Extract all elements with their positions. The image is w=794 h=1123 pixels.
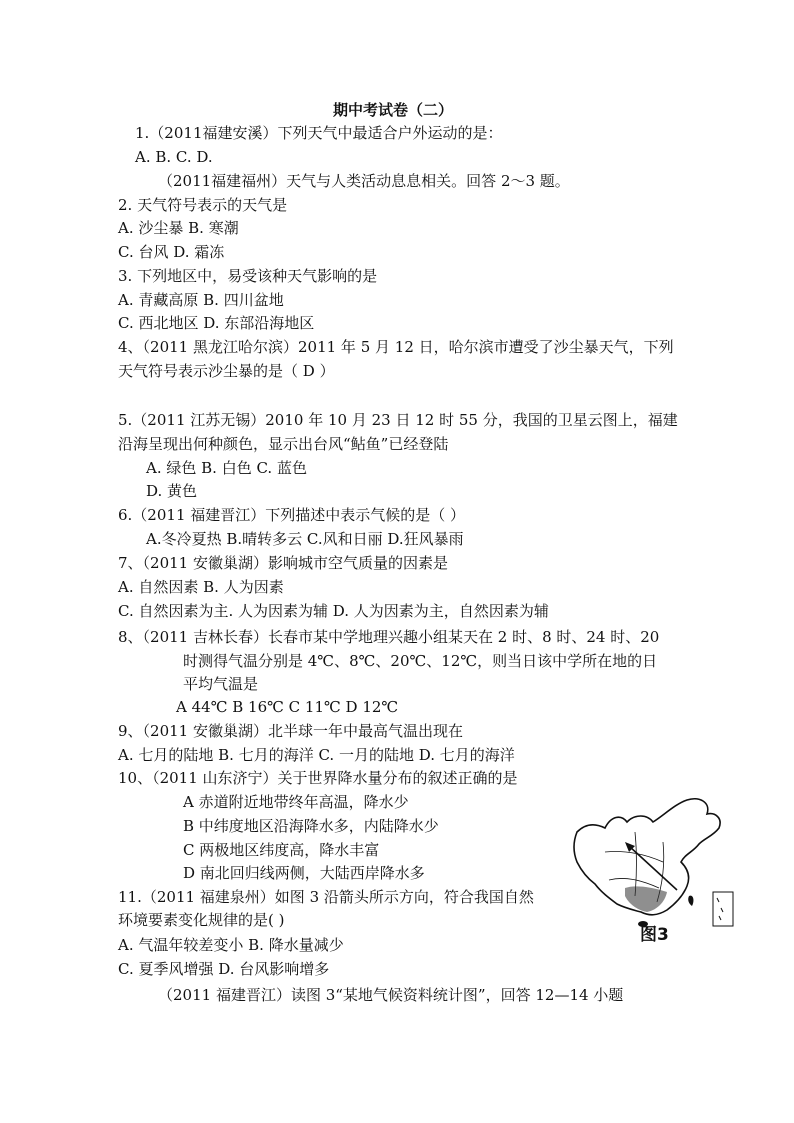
figure-label: 图3 bbox=[640, 925, 669, 945]
q8-stem-3: 平均气温是 bbox=[183, 675, 259, 693]
q2-stem: 2. 天气符号表示的天气是 bbox=[118, 196, 288, 214]
page-title: 期中考试卷（二） bbox=[333, 101, 454, 119]
q10-option-a: A 赤道附近地带终年高温，降水少 bbox=[183, 793, 409, 811]
q9-stem: 9、（2011 安徽巢湖）北半球一年中最高气温出现在 bbox=[118, 722, 463, 740]
q11-stem-2: 环境要素变化规律的是( ) bbox=[118, 911, 285, 929]
q2-options-cd: C. 台风 D. 霜冻 bbox=[118, 243, 225, 261]
q2-options-ab: A. 沙尘暴 B. 寒潮 bbox=[118, 219, 239, 237]
q7-options-cd: C. 自然因素为主. 人为因素为辅 D. 人为因素为主，自然因素为辅 bbox=[118, 602, 549, 620]
q10-option-b: B 中纬度地区沿海降水多，内陆降水少 bbox=[183, 817, 439, 835]
q8-stem-2: 时测得气温分别是 4℃、8℃、20℃、12℃，则当日该中学所在地的日 bbox=[183, 652, 658, 670]
q3-stem: 3. 下列地区中，易受该种天气影响的是 bbox=[118, 267, 378, 285]
q12-14-intro: （2011 福建晋江）读图 3“某地气候资料统计图”，回答 12—14 小题 bbox=[158, 986, 624, 1004]
q3-options-cd: C. 西北地区 D. 东部沿海地区 bbox=[118, 314, 315, 332]
q10-stem: 10、（2011 山东济宁）关于世界降水量分布的叙述正确的是 bbox=[118, 769, 518, 787]
q10-option-d: D 南北回归线两侧，大陆西岸降水多 bbox=[183, 864, 425, 882]
q4-stem-2: 天气符号表示沙尘暴的是（ D ） bbox=[118, 362, 335, 380]
q11-options-cd: C. 夏季风增强 D. 台风影响增多 bbox=[118, 960, 330, 978]
q3-options-ab: A. 青藏高原 B. 四川盆地 bbox=[118, 291, 284, 309]
q11-options-ab: A. 气温年较差变小 B. 降水量减少 bbox=[118, 936, 344, 954]
q5-option-d: D. 黄色 bbox=[146, 482, 198, 500]
q2-3-intro: （2011福建福州）天气与人类活动息息相关。回答 2～3 题。 bbox=[158, 172, 570, 190]
q5-options-abc: A. 绿色 B. 白色 C. 蓝色 bbox=[146, 459, 307, 477]
q8-options: A 44℃ B 16℃ C 11℃ D 12℃ bbox=[176, 698, 399, 716]
q6-options: A.冬冷夏热 B.晴转多云 C.风和日丽 D.狂风暴雨 bbox=[146, 530, 464, 548]
q7-options-ab: A. 自然因素 B. 人为因素 bbox=[118, 578, 284, 596]
q10-option-c: C 两极地区纬度高，降水丰富 bbox=[183, 841, 380, 859]
q8-stem-1: 8、（2011 吉林长春）长春市某中学地理兴趣小组某天在 2 时、8 时、24 时、20 bbox=[118, 628, 660, 646]
q5-stem-2: 沿海呈现出何种颜色，显示出台风“鲇鱼”已经登陆 bbox=[118, 435, 449, 453]
q5-stem-1: 5.（2011 江苏无锡）2010 年 10 月 23 日 12 时 55 分，我国的卫星云图上，福建 bbox=[118, 411, 678, 429]
q9-options: A. 七月的陆地 B. 七月的海洋 C. 一月的陆地 D. 七月的海洋 bbox=[118, 746, 515, 764]
q11-stem-1: 11.（2011 福建泉州）如图 3 沿箭头所示方向，符合我国自然 bbox=[118, 888, 534, 906]
q4-stem-1: 4、（2011 黑龙江哈尔滨）2011 年 5 月 12 日，哈尔滨市遭受了沙尘暴天气，下列 bbox=[118, 338, 674, 356]
q1-options: A. B. C. D. bbox=[135, 148, 213, 166]
q6-stem: 6.（2011 福建晋江）下列描述中表示气候的是（ ） bbox=[118, 506, 466, 524]
q7-stem: 7、（2011 安徽巢湖）影响城市空气质量的因素是 bbox=[118, 554, 448, 572]
q1-stem: 1.（2011福建安溪）下列天气中最适合户外运动的是： bbox=[135, 124, 503, 142]
